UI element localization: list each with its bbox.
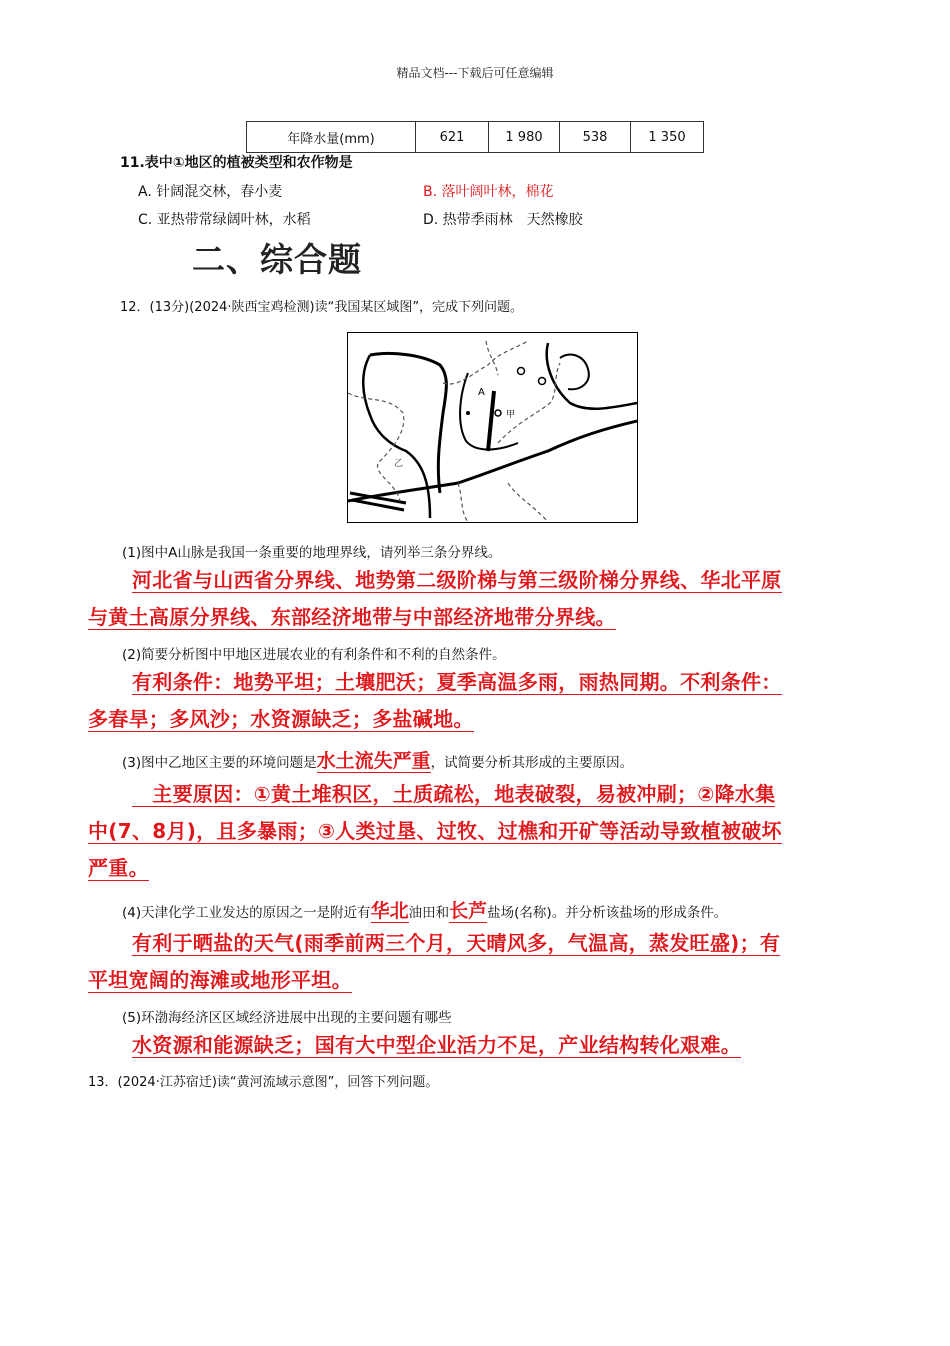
table-cell: 1 980: [489, 122, 560, 153]
map-label-jia: 甲: [506, 410, 516, 420]
question-12-part-5: (5)环渤海经济区区域经济进展中出现的主要问题有哪些: [122, 1010, 452, 1026]
answer-1-line-1: 河北省与山西省分界线、地势第二级阶梯与第三级阶梯分界线、华北平原: [132, 568, 782, 592]
question-12-stem: 12．(13分)(2024·陕西宝鸡检测)读“我国某区域图”，完成下列问题。: [120, 300, 524, 315]
answer-4-line-2: 平坦宽阔的海滩或地形平坦。: [88, 968, 352, 992]
option-b: B. 落叶阔叶林，棉花: [423, 184, 554, 200]
question-13-stem: 13．(2024·江苏宿迁)读“黄河流域示意图”，回答下列问题。: [88, 1075, 439, 1090]
question-11-stem: 11.表中①地区的植被类型和农作物是: [120, 155, 353, 171]
answer-4-blank-1: 华北: [370, 900, 409, 922]
map-label-yi: 乙: [394, 459, 404, 469]
answer-2-line-1: 有利条件：地势平坦；土壤肥沃；夏季高温多雨，雨热同期。不利条件：: [132, 670, 782, 694]
answer-4-blank-2: 长芦: [449, 900, 488, 922]
answer-2-line-2: 多春旱；多风沙；水资源缺乏；多盐碱地。: [88, 707, 474, 731]
region-map: [347, 332, 638, 523]
answer-3-line-2: 中(7、8月)，且多暴雨；③人类过垦、过牧、过樵和开矿等活动导致植被破坏: [88, 819, 782, 843]
answer-1-line-2: 与黄土高原分界线、东部经济地带与中部经济地带分界线。: [88, 605, 616, 629]
answer-3-line-1: 主要原因：①黄土堆积区，土质疏松，地表破裂，易被冲刷；②降水集: [132, 782, 776, 806]
question-12-part-2: (2)简要分析图中甲地区进展农业的有利条件和不利的自然条件。: [122, 647, 506, 663]
map-label-a: A: [478, 387, 485, 398]
answer-5-line-1: 水资源和能源缺乏；国有大中型企业活力不足，产业结构转化艰难。: [132, 1033, 741, 1057]
table-cell: 1 350: [631, 122, 704, 153]
page-header: 精品文档---下载后可任意编辑: [396, 66, 554, 80]
table-cell: 621: [416, 122, 489, 153]
option-a: A. 针阔混交林，春小麦: [138, 184, 283, 200]
region-map-drawing: [348, 333, 637, 522]
row-label: 年降水量(mm): [247, 122, 416, 153]
table-cell: 538: [560, 122, 631, 153]
option-c: C. 亚热带常绿阔叶林，水稻: [138, 212, 311, 228]
question-12-part-4: (4)天津化学工业发达的原因之一是附近有华北油田和长芦盐场(名称)。并分析该盐场的形成条件。: [122, 900, 728, 922]
answer-4-line-1: 有利于晒盐的天气(雨季前两三个月，天晴风多，气温高，蒸发旺盛)；有: [132, 931, 781, 955]
precipitation-table: [246, 121, 704, 153]
section-title: 二、综合题: [192, 240, 362, 279]
question-12-part-3: (3)图中乙地区主要的环境问题是水土流失严重，试简要分析其形成的主要原因。: [122, 750, 634, 772]
table-row: [247, 122, 704, 153]
answer-3-blank: 水土流失严重: [316, 750, 431, 772]
option-d: D. 热带季雨林 天然橡胶: [423, 212, 583, 228]
question-12-part-1: (1)图中A山脉是我国一条重要的地理界线，请列举三条分界线。: [122, 545, 502, 561]
answer-3-line-3: 严重。: [88, 856, 149, 880]
